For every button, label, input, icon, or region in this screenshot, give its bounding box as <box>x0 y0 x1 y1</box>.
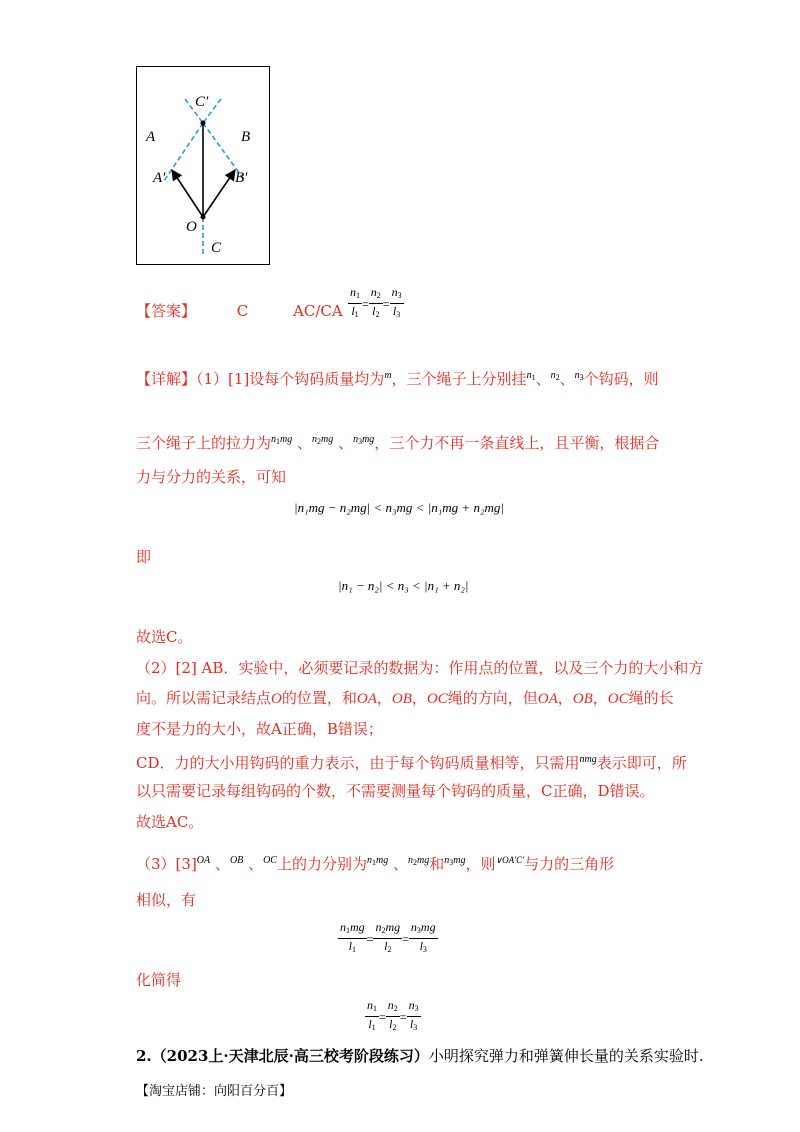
label-b: B <box>241 129 251 145</box>
answer-tag: 【答案】 <box>136 302 197 320</box>
detail-line-7: CD．力的大小用钩码的重力表示，由于每个钩码质量相等，只需用$^{nmg}$表示即可，所 <box>136 754 687 772</box>
label-a-prime: A′ <box>153 170 166 186</box>
figure-frame <box>136 66 270 265</box>
detail-tag: 【详解】 <box>136 370 197 388</box>
answer-2: AC/CA <box>293 302 343 320</box>
dashed-line-a <box>164 123 203 181</box>
label-b-prime: B′ <box>235 170 248 186</box>
detail-line-5: 向。所以需记录结点O的位置，和OA，OB，OC绳的方向，但OA，OB，OC绳的长 <box>136 689 674 707</box>
ji-text: 即 <box>136 548 152 566</box>
simplify-text: 化简得 <box>136 971 182 989</box>
inequality-1: |n₁mg − n₂mg| < n₃mg < |n₁mg + n₂mg| <box>294 500 504 515</box>
question-number: 2. <box>136 1047 152 1065</box>
similar-formula: $\frac{n_1mg}{l_1}$ = $\frac{n_2mg}{l_2}$ = $\frac{n_3mg}{l_3}$ <box>338 920 438 957</box>
answer-1: C <box>236 302 249 320</box>
label-a: A <box>146 129 156 145</box>
detail-line-2: 三个绳子上的拉力为$^{n_1mg}$ 、$^{n_2mg}$ 、$^{n_3mg}$，三个力不再一条直线上，且平衡，根据合 <box>136 434 660 452</box>
arrow-oa <box>172 170 203 217</box>
simplified-formula: $\frac{n_1}{l_1}$ = $\frac{n_2}{l_2}$ = $\frac{n_3}{l_3}$ <box>365 998 421 1035</box>
answer-formula: $\frac{n_1}{l_1}$ = $\frac{n_2}{l_2}$ = $\frac{n_3}{l_3}$ <box>348 285 404 322</box>
detail-line-1: 【详解】（1）[1]设每个钩码质量均为$^m$，三个绳子上分别挂$^{n_1}$、$^{n_2}$、$^{n_3}$个钩码，则 <box>136 370 659 388</box>
label-o: O <box>186 219 197 235</box>
point-c-prime <box>201 121 206 126</box>
detail-line-4: （2）[2] AB．实验中，必须要记录的数据为：作用点的位置，以及三个力的大小和方 <box>136 659 704 677</box>
answer-line <box>136 301 343 321</box>
detail-line-8: 以只需要记录每组钩码的个数，不需要测量每个钩码的质量，C正确，D错误。 <box>136 782 655 800</box>
inequality-2: |n₁ − n₂| < n₃ < |n₁ + n₂| <box>338 578 469 593</box>
detail-line-6: 度不是力的大小，故A正确，B错误； <box>136 720 383 738</box>
choose-ac: 故选AC。 <box>136 813 204 831</box>
label-c-prime: C′ <box>195 94 209 110</box>
arrow-ob <box>203 170 235 217</box>
question-2 <box>136 1046 704 1066</box>
detail-line-10: 相似，有 <box>136 891 197 909</box>
question-text: 小明探究弹力和弹簧伸长量的关系实验时. <box>428 1047 704 1065</box>
label-c: C <box>211 240 222 256</box>
question-source: （2023上·天津北辰·高三校考阶段练习） <box>151 1047 429 1065</box>
choose-c: 故选C。 <box>136 628 193 646</box>
detail-line-3: 力与分力的关系，可知 <box>136 468 287 486</box>
footer: 【淘宝店铺：向阳百分百】 <box>136 1084 293 1099</box>
detail-line-9: $(3)[3]^{OA}$ 、$^{OB}$ 、$^{OC}$上的力分别为$^{n_1mg}$ 、$^{n_2mg}$和$^{n_3mg}$，则$^{\vee OA'C'}$与力的三角形 <box>136 855 615 873</box>
point-o <box>201 215 206 220</box>
